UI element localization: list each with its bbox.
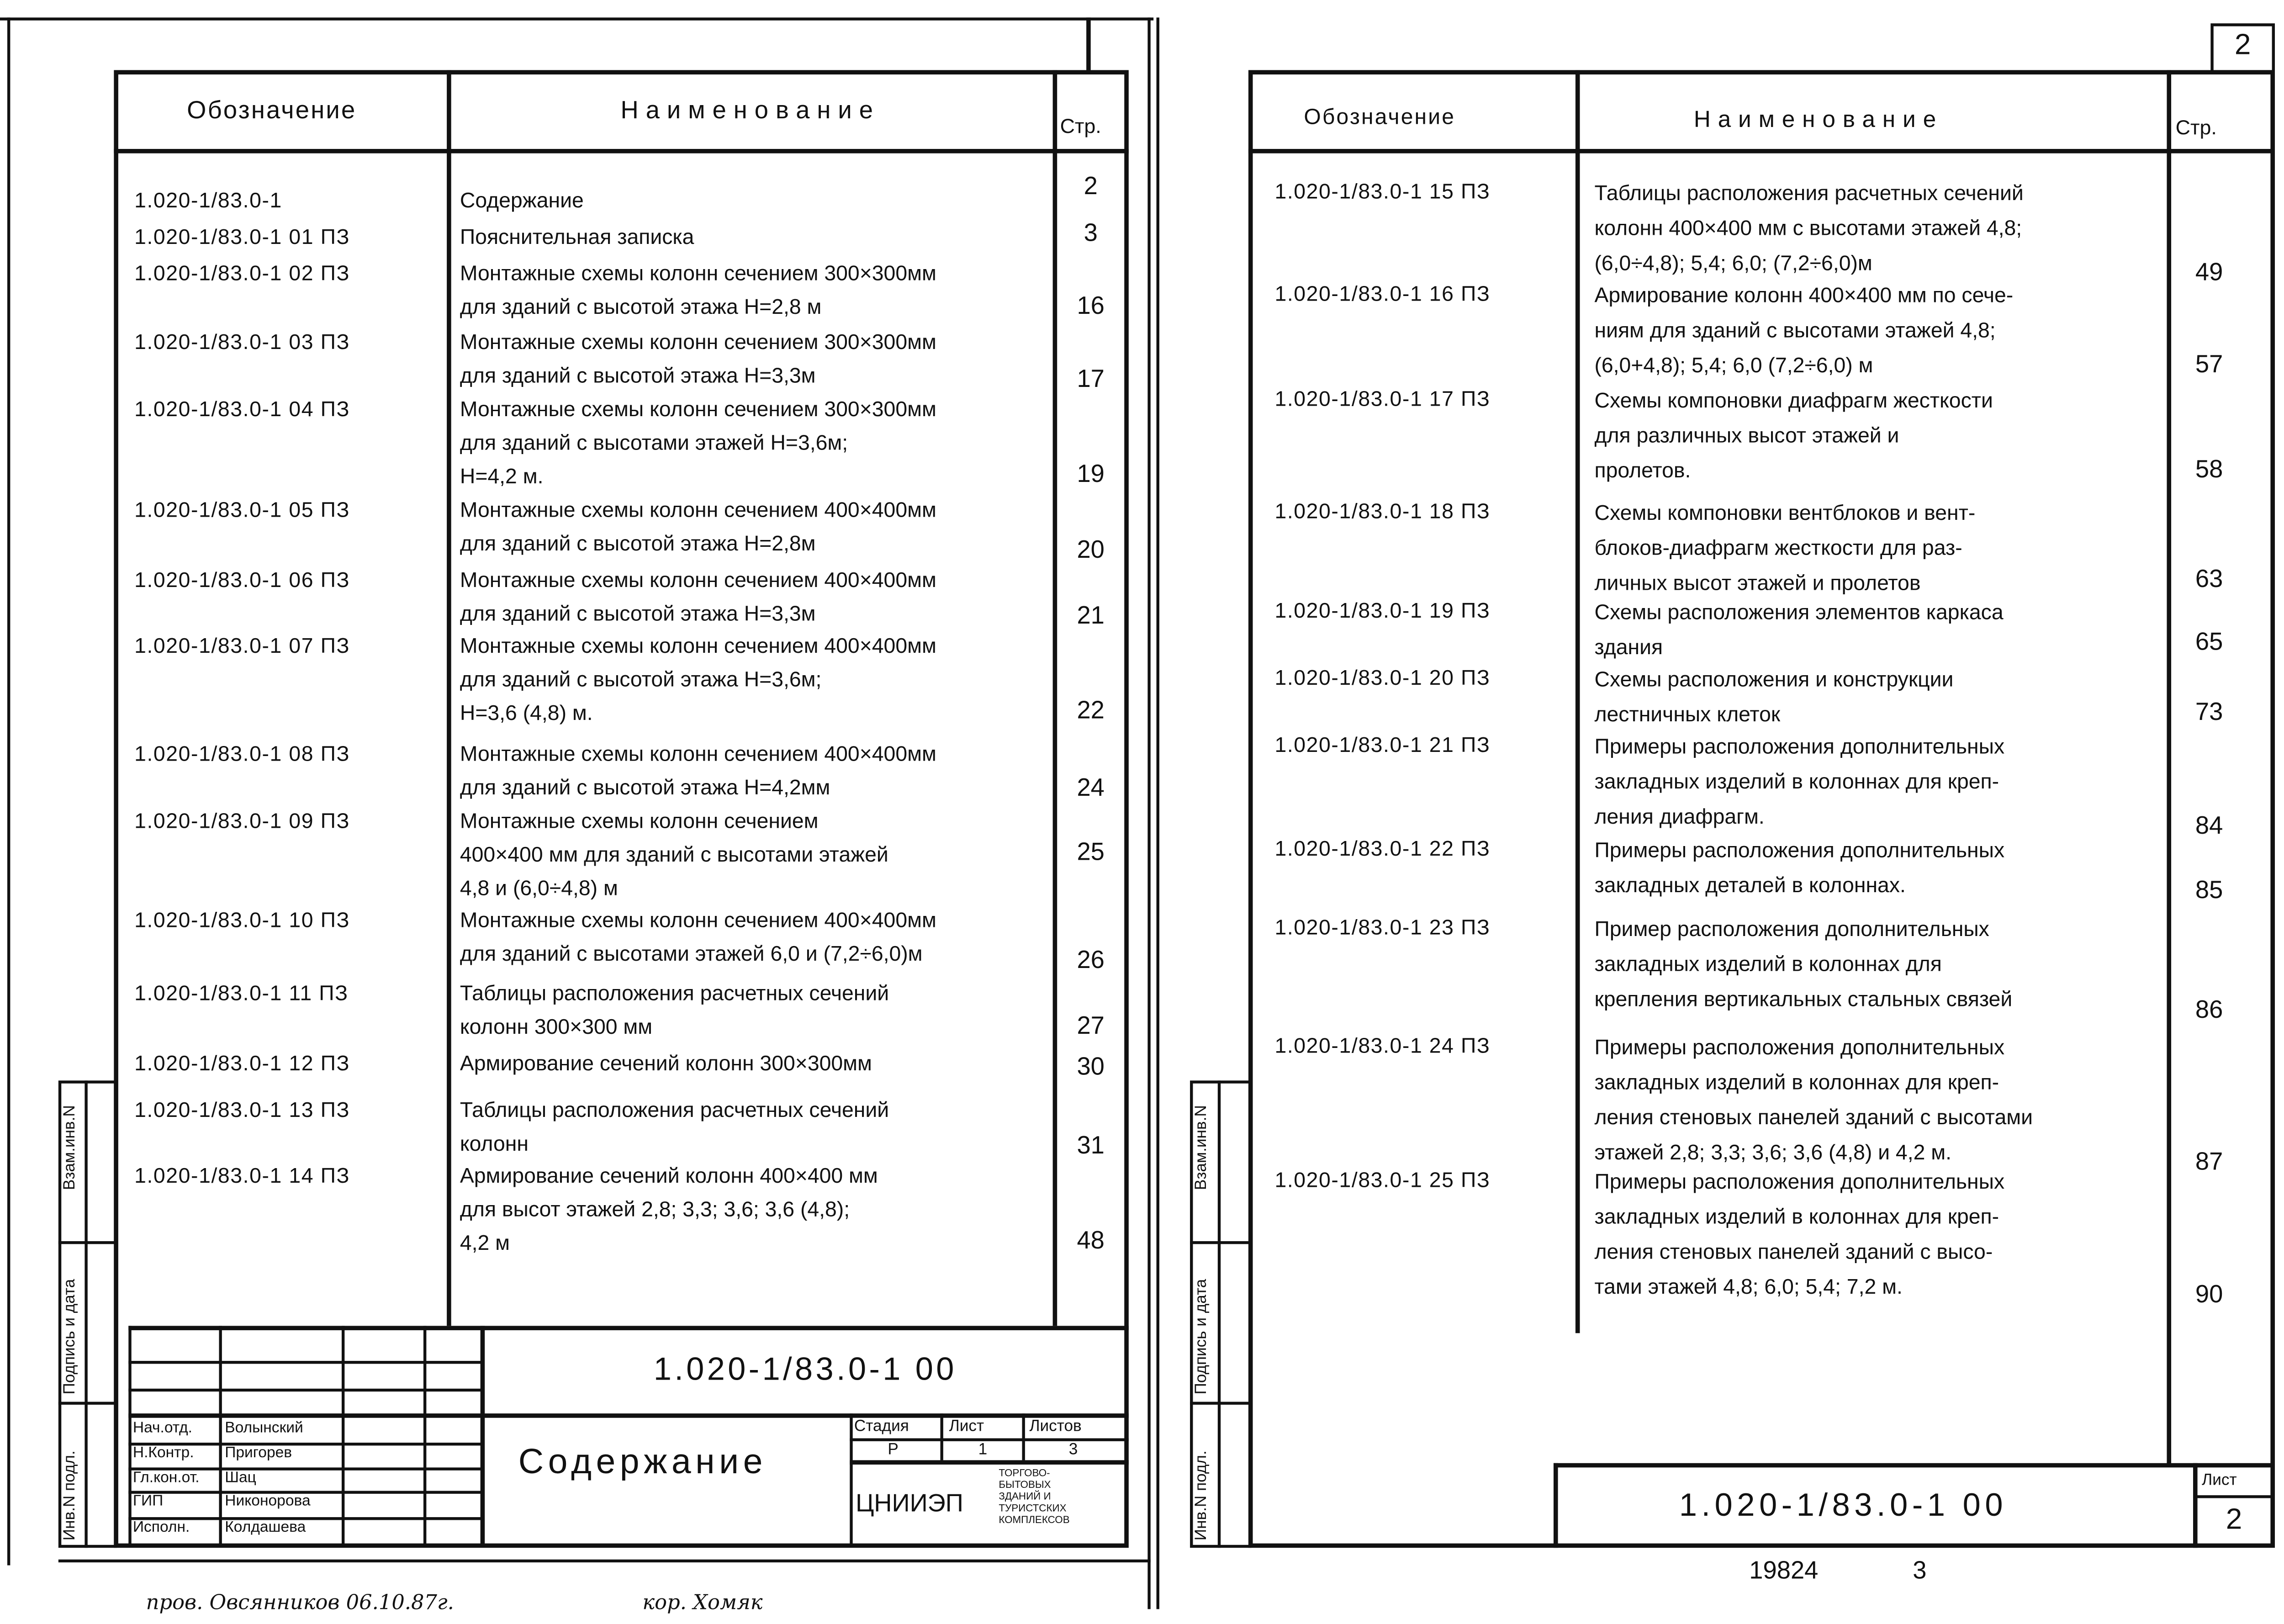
sheet-number: 2 <box>2234 29 2251 62</box>
row-name <box>460 739 936 806</box>
row-name <box>460 979 889 1046</box>
divider <box>1218 1080 1221 1548</box>
row-name-line: колонн 300×300 мм <box>460 1016 653 1040</box>
row-page: 65 <box>2195 628 2223 656</box>
row-designation: 1.020-1/83.0-1 04 ПЗ <box>134 398 350 422</box>
sheet-label: Лист <box>949 1418 984 1436</box>
bottom-border <box>58 1560 1151 1562</box>
header-rule <box>1248 149 2275 153</box>
sheet-value: 2 <box>2226 1504 2242 1536</box>
row-designation: 1.020-1/83.0-1 11 ПЗ <box>134 983 349 1006</box>
row-name <box>460 1161 878 1262</box>
row-name-line: закладных изделий в колоннах для креп- <box>1594 1072 1999 1095</box>
signature-date-label: Подпись и дата <box>61 1279 79 1395</box>
divider <box>85 1080 87 1548</box>
doc-code: 1.020-1/83.0-1 00 <box>1679 1486 2008 1523</box>
staff-name: Колдашева <box>225 1518 306 1536</box>
row-designation: 1.020-1/83.0-1 25 ПЗ <box>1274 1169 1491 1193</box>
row-designation: 1.020-1/83.0-1 10 ПЗ <box>134 910 350 933</box>
row-page: 63 <box>2195 565 2223 593</box>
row-name-line: (6,0÷4,8); 5,4; 6,0; (7,2÷6,0)м <box>1594 252 1872 276</box>
row-name-line: Монтажные схемы колонн сечением 400×400мм <box>460 499 936 523</box>
stage-value: Р <box>888 1441 899 1459</box>
header-page: Стр. <box>1060 114 1101 138</box>
row-designation: 1.020-1/83.0-1 13 ПЗ <box>134 1099 350 1123</box>
row-name-line: колонн <box>460 1133 529 1157</box>
inv-orig-label: Инв.N подл. <box>1193 1450 1211 1541</box>
row-name-line: личных высот этажей и пролетов <box>1594 572 1921 596</box>
row-designation: 1.020-1/83.0-1 23 ПЗ <box>1274 917 1491 941</box>
row-page: 22 <box>1077 696 1105 725</box>
row-name-line: Армирование сечений колонн 400×400 мм <box>460 1165 878 1189</box>
row-name <box>460 905 936 973</box>
row-name-line: Монтажные схемы колонн сечением 300×300мм <box>460 331 936 355</box>
replaces-inv-label: Взам.инв.N <box>1193 1105 1211 1190</box>
row-page: 16 <box>1077 292 1105 320</box>
row-name <box>460 1095 889 1162</box>
page-edge <box>7 17 10 1565</box>
row-name-line: Монтажные схемы колонн сечением 300×300мм <box>460 263 936 286</box>
row-designation: 1.020-1/83.0-1 18 ПЗ <box>1274 501 1491 524</box>
row-name <box>1594 663 1953 733</box>
row-name <box>460 222 694 256</box>
header-designation: Обозначение <box>1304 105 1456 130</box>
row-page: 58 <box>2195 455 2223 484</box>
row-page: 27 <box>1077 1012 1105 1040</box>
row-name-line: для зданий с высотой этажа Н=2,8м <box>460 533 816 556</box>
row-name-line: Монтажные схемы колонн сечением 400×400мм <box>460 910 936 933</box>
row-name-line: для зданий с высотой этажа Н=3,3м <box>460 365 816 389</box>
row-name-line: Примеры расположения дополнительных <box>1594 1171 2005 1195</box>
order-number: 19824 <box>1749 1556 1819 1585</box>
copy-number: 3 <box>1913 1556 1927 1585</box>
corrector-signature: кор. Хомяк <box>642 1592 763 1615</box>
row-designation: 1.020-1/83.0-1 16 ПЗ <box>1274 283 1491 307</box>
row-name-line: 4,2 м <box>460 1232 510 1256</box>
row-name-line: лестничных клеток <box>1594 704 1781 727</box>
row-designation: 1.020-1/83.0-1 02 ПЗ <box>134 263 350 286</box>
row-page: 87 <box>2195 1148 2223 1176</box>
staff-role: Исполн. <box>132 1518 190 1536</box>
row-name <box>1594 1165 2004 1306</box>
org-dept-line: БЫТОВЫХ <box>999 1481 1051 1491</box>
staff-name: Шац <box>225 1469 256 1486</box>
column-rule <box>2167 70 2171 1465</box>
staff-role: Н.Контр. <box>132 1444 194 1462</box>
divider <box>1190 1402 1251 1405</box>
row-name-line: Армирование колонн 400×400 мм по сече- <box>1594 285 2014 308</box>
row-name-line: ления стеновых панелей зданий с высотами <box>1594 1106 2033 1131</box>
row-name-line: для зданий с высотами этажей 6,0 и (7,2÷6,0)м <box>460 943 923 967</box>
row-name-line: для высот этажей 2,8; 3,3; 3,6; 3,6 (4,8); <box>460 1199 850 1222</box>
row-name-line: пролетов. <box>1594 460 1691 484</box>
row-name-line: колонн 400×400 мм с высотами этажей 4,8; <box>1594 217 2022 241</box>
org-dept <box>999 1469 1069 1528</box>
inv-orig-label: Инв.N подл. <box>61 1450 79 1541</box>
top-border <box>0 17 1153 20</box>
row-name-line: Монтажные схемы колонн сечением 400×400мм <box>460 569 936 593</box>
row-page: 2 <box>1084 172 1098 200</box>
staff-name: Волынский <box>225 1419 303 1437</box>
row-name-line: для зданий с высотами этажей Н=3,6м; <box>460 432 848 456</box>
row-name-line: Таблицы расположения расчетных сечений <box>460 983 889 1006</box>
stage-label: Стадия <box>854 1418 909 1436</box>
row-page: 31 <box>1077 1132 1105 1159</box>
staff-name: Никонорова <box>225 1492 311 1510</box>
row-page: 19 <box>1077 460 1105 488</box>
header-page: Стр. <box>2175 115 2217 139</box>
row-name-line: для различных высот этажей и <box>1594 425 1899 449</box>
row-name-line: (6,0+4,8); 5,4; 6,0 (7,2÷6,0) м <box>1594 354 1873 378</box>
row-name-line: закладных деталей в колоннах. <box>1594 874 1906 898</box>
staff-name: Пригорев <box>225 1444 292 1462</box>
row-name <box>1594 279 2013 384</box>
divider <box>58 1241 117 1244</box>
row-name <box>1594 1031 2033 1171</box>
row-name-line: Пояснительная записка <box>460 226 694 250</box>
staff-role: Гл.кон.от. <box>132 1469 200 1486</box>
row-name-line: закладных изделий в колоннах для креп- <box>1594 1206 1999 1230</box>
sheet-label: Лист <box>2202 1471 2237 1490</box>
row-page: 20 <box>1077 536 1105 564</box>
row-name-line: Монтажные схемы колонн сечением <box>460 810 819 834</box>
row-name <box>460 1048 872 1082</box>
row-designation: 1.020-1/83.0-1 19 ПЗ <box>1274 600 1491 624</box>
row-designation: 1.020-1/83.0-1 05 ПЗ <box>134 499 350 523</box>
row-name <box>460 327 936 394</box>
row-name-line: тами этажей 4,8; 6,0; 5,4; 7,2 м. <box>1594 1276 1903 1300</box>
row-designation: 1.020-1/83.0-1 15 ПЗ <box>1274 181 1491 205</box>
row-name <box>1594 913 2012 1018</box>
row-name-line: здания <box>1594 636 1663 660</box>
doc-code: 1.020-1/83.0-1 00 <box>653 1350 957 1387</box>
row-designation: 1.020-1/83.0-1 24 ПЗ <box>1274 1035 1491 1059</box>
row-name-line: Примеры расположения дополнительных <box>1594 735 2005 760</box>
row-name-line: для зданий с высотой этажа Н=2,8 м <box>460 296 822 320</box>
row-name <box>1594 497 1975 602</box>
row-page: 57 <box>2195 350 2223 378</box>
row-designation: 1.020-1/83.0-1 14 ПЗ <box>134 1165 350 1189</box>
row-name-line: Монтажные схемы колонн сечением 400×400мм <box>460 635 936 659</box>
row-designation: 1.020-1/83.0-1 21 ПЗ <box>1274 734 1491 758</box>
row-name-line: Таблицы расположения расчетных сечений <box>1594 182 2024 206</box>
row-page: 90 <box>2195 1280 2223 1308</box>
row-designation: 1.020-1/83.0-1 06 ПЗ <box>134 569 350 593</box>
row-name-line: Н=3,6 (4,8) м. <box>460 702 593 726</box>
row-name <box>1594 384 1993 489</box>
row-page: 25 <box>1077 838 1105 866</box>
divider <box>58 1402 117 1405</box>
sheets-value: 3 <box>1068 1441 1078 1459</box>
row-name <box>460 259 936 326</box>
row-name-line: ниям для зданий с высотами этажей 4,8; <box>1594 320 1996 344</box>
divider <box>1190 1241 1251 1244</box>
org-dept-line: КОМПЛЕКСОВ <box>999 1515 1070 1526</box>
row-page: 17 <box>1077 365 1105 393</box>
row-name <box>1594 177 2023 282</box>
org-dept-line: ТУРИСТСКИХ <box>999 1504 1067 1514</box>
header-rule <box>114 149 1128 153</box>
row-name-line: ления стеновых панелей зданий с высо- <box>1594 1241 1993 1265</box>
row-name <box>1594 596 2003 666</box>
row-designation: 1.020-1/83.0-1 07 ПЗ <box>134 635 350 659</box>
row-name <box>460 565 936 632</box>
row-name-line: Пример расположения дополнительных <box>1594 918 1989 942</box>
row-page: 26 <box>1077 946 1105 974</box>
row-page: 73 <box>2195 698 2223 726</box>
row-name-line: ления диафрагм. <box>1594 806 1765 830</box>
org-dept-line: ТОРГОВО- <box>999 1469 1050 1479</box>
row-name-line: Таблицы расположения расчетных сечений <box>460 1099 889 1123</box>
row-name-line: закладных изделий в колоннах для <box>1594 953 1942 977</box>
replaces-inv-label: Взам.инв.N <box>61 1105 79 1190</box>
row-name-line: Н=4,2 м. <box>460 466 544 489</box>
row-name-line: блоков-диафрагм жесткости для раз- <box>1594 537 1962 561</box>
row-name-line: Схемы расположения элементов каркаса <box>1594 601 2004 625</box>
row-name-line: крепления вертикальных стальных связей <box>1594 988 2013 1012</box>
divider <box>1086 17 1091 70</box>
row-name-line: Схемы расположения и конструкции <box>1594 668 1954 693</box>
row-name-line: Схемы компоновки вентблоков и вент- <box>1594 502 1976 526</box>
row-designation: 1.020-1/83.0-1 08 ПЗ <box>134 743 350 767</box>
row-name <box>460 495 936 562</box>
row-name-line: Армирование сечений колонн 300×300мм <box>460 1053 872 1076</box>
header-designation: Обозначение <box>187 96 357 124</box>
row-designation: 1.020-1/83.0-1 17 ПЗ <box>1274 388 1491 412</box>
row-name-line: Примеры расположения дополнительных <box>1594 1037 2005 1060</box>
row-name <box>460 394 936 495</box>
row-page: 21 <box>1077 601 1105 629</box>
header-name: Наименование <box>620 96 880 124</box>
row-designation: 1.020-1/83.0-1 01 ПЗ <box>134 226 350 250</box>
sheet-value: 1 <box>978 1441 988 1459</box>
row-name-line: 400×400 мм для зданий с высотами этажей <box>460 844 888 868</box>
row-page: 84 <box>2195 812 2223 840</box>
row-designation: 1.020-1/83.0-1 22 ПЗ <box>1274 838 1491 862</box>
row-name-line: для зданий с высотой этажа Н=3,3м <box>460 603 816 627</box>
row-name-line: Монтажные схемы колонн сечением 400×400мм <box>460 743 936 767</box>
row-name <box>460 806 888 907</box>
page-edge <box>1147 17 1150 1609</box>
row-name <box>460 185 584 219</box>
row-designation: 1.020-1/83.0-1 20 ПЗ <box>1274 667 1491 691</box>
column-rule <box>1576 70 1580 1333</box>
staff-role: ГИП <box>132 1492 164 1510</box>
column-rule <box>447 70 451 1326</box>
row-name-line: Монтажные схемы колонн сечением 300×300мм <box>460 398 936 422</box>
org-name: ЦНИИЭП <box>856 1489 963 1518</box>
doc-title: Содержание <box>518 1443 767 1482</box>
row-name-line: 4,8 и (6,0÷4,8) м <box>460 878 618 901</box>
row-name-line: Содержание <box>460 190 584 213</box>
row-name-line: закладных изделий в колоннах для креп- <box>1594 771 1999 794</box>
row-name-line: этажей 2,8; 3,3; 3,6; 3,6 (4,8) и 4,2 м. <box>1594 1142 1951 1165</box>
row-page: 48 <box>1077 1226 1105 1254</box>
row-page: 85 <box>2195 876 2223 904</box>
row-name <box>1594 730 2004 835</box>
row-page: 3 <box>1084 219 1098 247</box>
row-name <box>1594 834 2004 904</box>
row-name-line: для зданий с высотой этажа Н=4,2мм <box>460 777 830 800</box>
row-designation: 1.020-1/83.0-1 03 ПЗ <box>134 331 350 355</box>
row-designation: 1.020-1/83.0-1 12 ПЗ <box>134 1053 350 1076</box>
row-page: 86 <box>2195 995 2223 1024</box>
header-name: Наименование <box>1693 108 1944 133</box>
checked-signature: пров. Овсянников 06.10.87г. <box>146 1592 454 1615</box>
row-name-line: для зданий с высотой этажа Н=3,6м; <box>460 668 822 693</box>
row-designation: 1.020-1/83.0-1 09 ПЗ <box>134 810 350 834</box>
row-page: 24 <box>1077 774 1105 802</box>
signature-date-label: Подпись и дата <box>1193 1279 1211 1395</box>
row-designation: 1.020-1/83.0-1 <box>134 190 282 213</box>
sheets-label: Листов <box>1029 1418 1082 1436</box>
staff-role: Нач.отд. <box>132 1419 192 1437</box>
org-dept-line: ЗДАНИЙ И <box>999 1492 1051 1503</box>
row-name-line: Схемы компоновки диафрагм жесткости <box>1594 390 1993 413</box>
row-page: 30 <box>1077 1053 1105 1081</box>
row-page: 49 <box>2195 258 2223 286</box>
page-edge <box>1157 17 1159 1609</box>
row-name-line: Примеры расположения дополнительных <box>1594 839 2005 863</box>
row-name <box>460 631 936 732</box>
